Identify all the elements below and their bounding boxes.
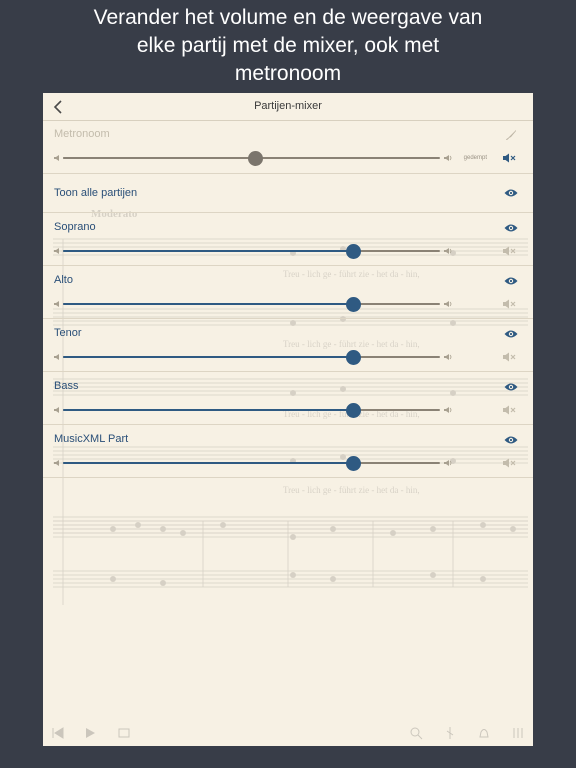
part-row bbox=[43, 319, 533, 372]
speaker-high-icon bbox=[444, 406, 452, 414]
show-all-parts-label: Toon alle partijen bbox=[54, 187, 138, 199]
mute-icon[interactable] bbox=[503, 352, 516, 362]
bell-icon[interactable] bbox=[477, 726, 491, 740]
slider-track bbox=[63, 303, 440, 305]
eye-icon[interactable] bbox=[504, 188, 518, 198]
stop-icon[interactable] bbox=[117, 726, 131, 740]
mixer-navbar bbox=[43, 93, 533, 121]
speaker-high-icon bbox=[444, 459, 452, 467]
slider-thumb[interactable] bbox=[346, 244, 361, 259]
mixer-title: Partijen-mixer bbox=[254, 100, 322, 112]
slider-thumb[interactable] bbox=[248, 151, 263, 166]
speaker-low-icon bbox=[54, 300, 62, 308]
show-all-parts-row[interactable] bbox=[43, 174, 533, 213]
brush-icon bbox=[505, 129, 517, 141]
slider-track bbox=[63, 356, 440, 358]
score-lyrics-2: Treu - lich ge - führt zie - het da - hin, bbox=[283, 339, 420, 349]
part-volume-slider[interactable] bbox=[54, 246, 452, 256]
part-name: Soprano bbox=[54, 221, 96, 233]
slider-thumb[interactable] bbox=[346, 456, 361, 471]
mute-icon[interactable] bbox=[503, 246, 516, 256]
metronome-label: Metronoom bbox=[54, 128, 110, 140]
score-lyrics-4: Treu - lich ge - führt zie - het da - hin, bbox=[283, 485, 420, 495]
metronome-row bbox=[43, 121, 533, 174]
speaker-low-icon bbox=[54, 247, 62, 255]
slider-track bbox=[63, 462, 440, 464]
caption-line-3: metronoom bbox=[234, 62, 342, 85]
metronome-volume-slider[interactable] bbox=[54, 153, 452, 163]
speaker-high-icon bbox=[444, 247, 452, 255]
slider-fill bbox=[63, 250, 353, 252]
mute-icon[interactable] bbox=[503, 299, 516, 309]
slider-fill bbox=[63, 157, 255, 159]
caption-line-1: Verander het volume en de weergave van bbox=[93, 6, 483, 29]
part-name: MusicXML Part bbox=[54, 433, 129, 445]
slider-thumb[interactable] bbox=[346, 297, 361, 312]
slider-thumb[interactable] bbox=[346, 403, 361, 418]
slider-fill bbox=[63, 356, 353, 358]
speaker-low-icon bbox=[54, 154, 62, 162]
part-name: Tenor bbox=[54, 327, 82, 339]
speaker-low-icon bbox=[54, 459, 62, 467]
slider-thumb[interactable] bbox=[346, 350, 361, 365]
speaker-high-icon bbox=[444, 353, 452, 361]
speaker-low-icon bbox=[54, 353, 62, 361]
slider-track bbox=[63, 250, 440, 252]
slider-fill bbox=[63, 303, 353, 305]
slider-fill bbox=[63, 409, 353, 411]
play-icon[interactable] bbox=[83, 726, 97, 740]
part-name: Alto bbox=[54, 274, 73, 286]
skip-back-icon[interactable] bbox=[51, 726, 65, 740]
eye-icon[interactable] bbox=[504, 382, 518, 392]
part-volume-slider[interactable] bbox=[54, 405, 452, 415]
caption-line-2: elke partij met de mixer, ook met bbox=[136, 34, 440, 57]
eye-icon[interactable] bbox=[504, 329, 518, 339]
part-volume-slider[interactable] bbox=[54, 458, 452, 468]
part-row bbox=[43, 425, 533, 478]
part-row bbox=[43, 213, 533, 266]
part-volume-slider[interactable] bbox=[54, 299, 452, 309]
promo-caption bbox=[0, 4, 576, 88]
mixer-panel bbox=[43, 93, 533, 746]
speaker-high-icon bbox=[444, 154, 452, 162]
mute-icon[interactable] bbox=[503, 458, 516, 468]
slider-fill bbox=[63, 462, 353, 464]
part-row bbox=[43, 372, 533, 425]
mute-icon[interactable] bbox=[503, 405, 516, 415]
slider-track bbox=[63, 157, 440, 159]
score-lyrics-1: Treu - lich ge - führt zie - het da - hin, bbox=[283, 269, 420, 279]
eye-icon[interactable] bbox=[504, 223, 518, 233]
speaker-high-icon bbox=[444, 300, 452, 308]
search-icon[interactable] bbox=[409, 726, 423, 740]
score-lyrics-3: Treu - lich ge - zie - het da - hin, bbox=[283, 409, 420, 419]
slider-track bbox=[63, 409, 440, 411]
mixer-icon[interactable] bbox=[511, 726, 525, 740]
score-tempo: Moderato bbox=[91, 208, 138, 220]
metronome-icon[interactable] bbox=[443, 726, 457, 740]
muted-status-text: gedempt bbox=[463, 155, 487, 161]
part-row bbox=[43, 266, 533, 319]
speaker-low-icon bbox=[54, 406, 62, 414]
part-volume-slider[interactable] bbox=[54, 352, 452, 362]
eye-icon[interactable] bbox=[504, 276, 518, 286]
part-name: Bass bbox=[54, 380, 79, 392]
eye-icon[interactable] bbox=[504, 435, 518, 445]
mute-icon[interactable] bbox=[503, 153, 516, 163]
bottom-toolbar bbox=[43, 720, 533, 746]
